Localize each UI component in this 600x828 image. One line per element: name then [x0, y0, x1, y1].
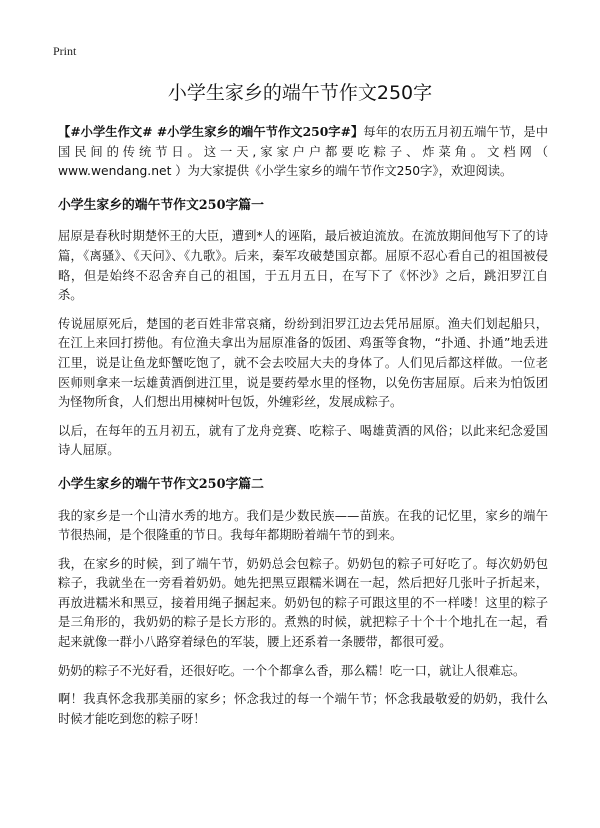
print-link[interactable]: Print — [53, 44, 77, 58]
intro-text: 每年的农历五月初五端午节，是中国民间的传统节日。这一天,家家户户都要吃粽子、炸菜角。文档网（ www.wendang.net ）为大家提供《小学生家乡的端午节作文250字》，欢迎阅读。 — [58, 125, 548, 179]
paragraph: 我，在家乡的时候，到了端午节，奶奶总会包粽子。奶奶包的粽子可好吃了。每次奶奶包粽子，我就坐在一旁看着奶奶。她先把黑豆跟糯米调在一起，然后把好几张叶子折起来，再放进糯米和黑豆，接着用绳子捆起来。奶奶包的粽子可跟这里的不一样喽！这里的粽子是三角形的，我奶奶的粽子是长方形的。煮熟的时候，就把粽子十个十个地扎在一起，看起来就像一群小八路穿着绿色的军装，腰上还系着一条腰带，都很可爱。 — [58, 556, 548, 650]
section-heading-1: 小学生家乡的端午节作文250字篇一 — [58, 197, 264, 213]
section-heading-2: 小学生家乡的端午节作文250字篇二 — [58, 476, 264, 492]
paragraph: 以后，在每年的五月初五，就有了龙舟竞赛、吃粽子、喝雄黄酒的风俗；以此来纪念爱国诗人屈原。 — [58, 423, 548, 458]
page-title: 小学生家乡的端午节作文250字 — [167, 82, 433, 104]
paragraph: 我的家乡是一个山清水秀的地方。我们是少数民族——苗族。在我的记忆里，家乡的端午节很热闹，是个很隆重的节日。我每年都期盼着端午节的到来。 — [58, 508, 548, 543]
paragraph: 啊！我真怀念我那美丽的家乡；怀念我过的每一个端午节；怀念我最敬爱的奶奶，我什么时候才能吃到您的粽子呀！ — [58, 692, 548, 726]
paragraph: 传说屈原死后，楚国的老百姓非常哀痛，纷纷到汨罗江边去凭吊屈原。渔夫们划起船只，在江上来回打捞他。有位渔夫拿出为屈原准备的饭团、鸡蛋等食物，“扑通、扑通”地丢进江里，说是让鱼龙虾蟹吃饱了，就不会去咬屈大夫的身体了。人们见后都这样做。一位老医师则拿来一坛雄黄酒倒进江里，说是要药晕水里的怪物，以免伤害屈原。后来为怕饭团为怪物所食，人们想出用楝树叶包饭，外缠彩丝，发展成粽子。 — [58, 316, 548, 410]
paragraph: 屈原是春秋时期楚怀王的大臣，遭到*人的诬陷，最后被迫流放。在流放期间他写下了的诗篇，《离骚》、《天问》、《九歌》。后来，秦军攻破楚国京都。屈原不忍心看自己的祖国被侵略，但是始终不忍舍弃自己的祖国，于五月五日，在写下了《怀沙》之后，跳汨罗江自杀。 — [58, 229, 548, 303]
intro-tag: 【#小学生作文# #小学生家乡的端午节作文250字#】 — [58, 124, 364, 139]
paragraph: 奶奶的粽子不光好看，还很好吃。一个个都拿么香，那么糯！吃一口，就让人很难忘。 — [58, 663, 526, 678]
intro-paragraph — [58, 122, 548, 182]
article-body — [58, 122, 548, 738]
